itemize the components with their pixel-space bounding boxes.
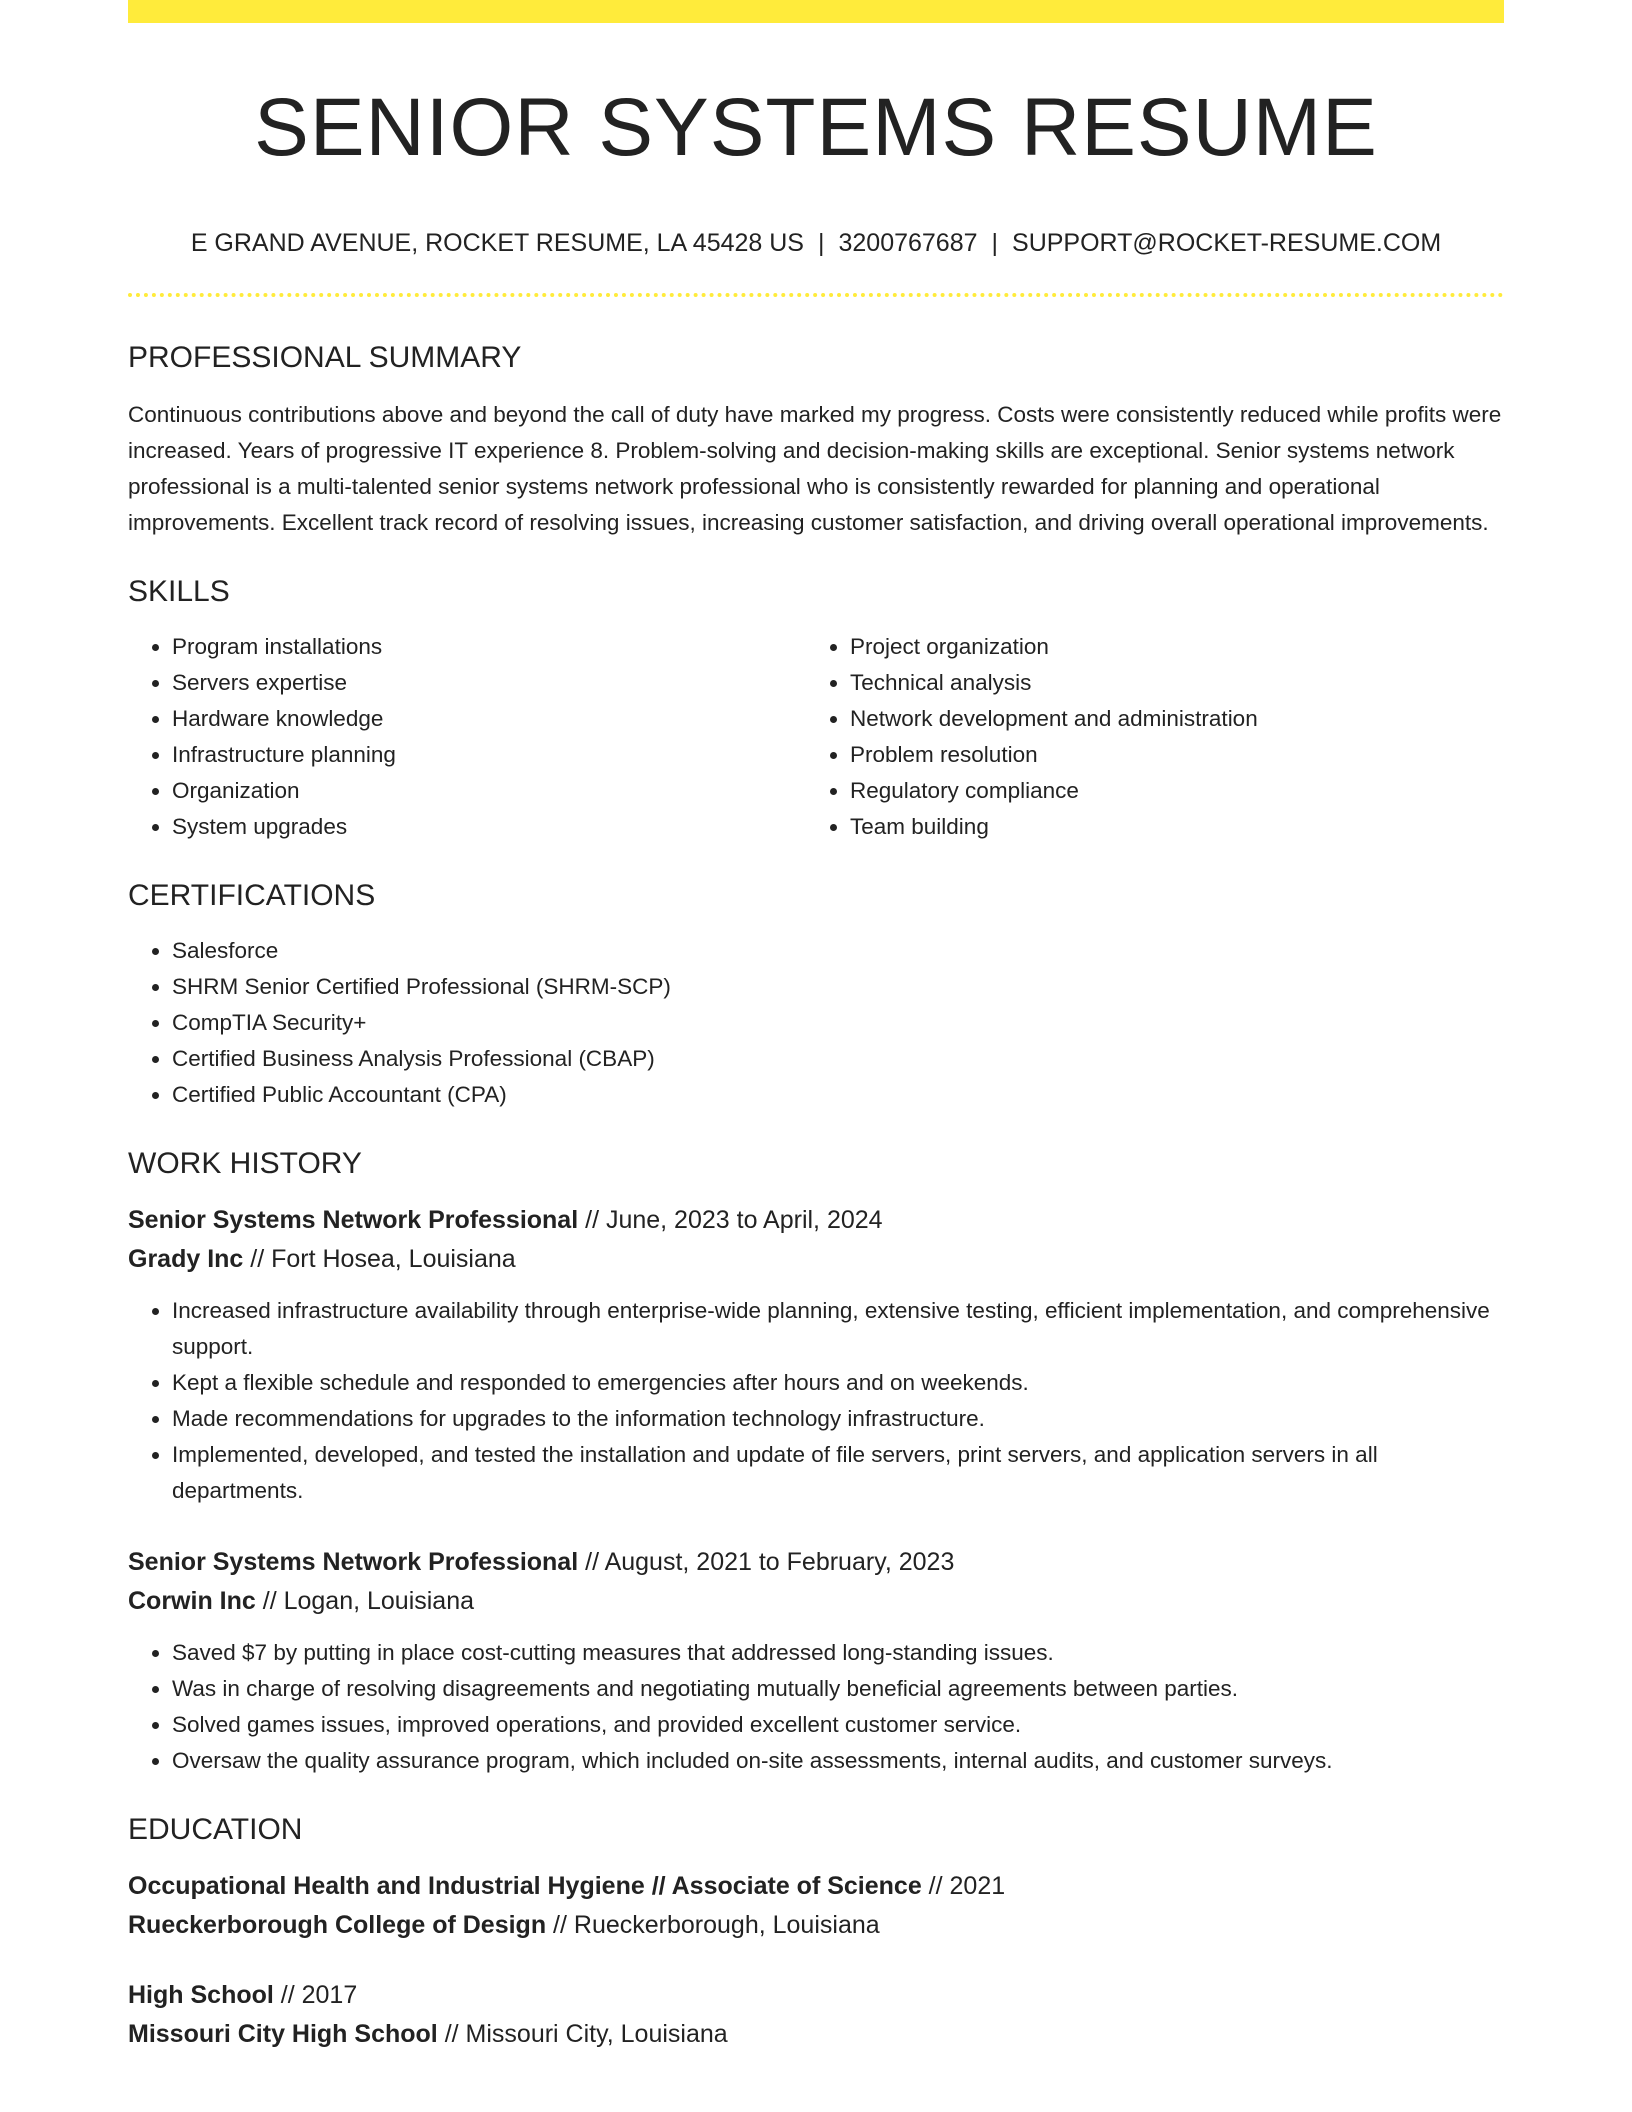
job-dates: // August, 2021 to February, 2023	[578, 1548, 955, 1576]
separator: |	[817, 229, 825, 257]
education-entry	[128, 1867, 1504, 1945]
education-year: // 2021	[921, 1872, 1006, 1900]
job-bullet: • Made recommendations for upgrades to the information technology infrastructure.	[172, 1401, 1504, 1437]
resume-name: SENIOR SYSTEMS RESUME	[254, 82, 1378, 173]
section-title-education: EDUCATION	[128, 1813, 303, 1846]
job-company: Grady Inc	[128, 1245, 244, 1273]
section-title-skills: SKILLS	[128, 575, 230, 608]
education-year: // 2017	[273, 1981, 358, 2009]
job-title-line	[128, 1201, 1504, 1240]
skill-item: • Organization	[172, 773, 806, 809]
job-bullet: • Implemented, developed, and tested the installation and update of file servers, print servers, and application servers in all departments.	[172, 1437, 1504, 1509]
section-title-work-history: WORK HISTORY	[128, 1147, 362, 1180]
skills-column-right	[806, 629, 1484, 845]
skill-item: • Program installations	[172, 629, 806, 665]
top-accent-bar	[128, 0, 1504, 23]
education-degree: High School	[128, 1981, 274, 2009]
education-entry	[128, 1976, 1504, 2054]
skill-item: • Servers expertise	[172, 665, 806, 701]
summary-text: Continuous contributions above and beyond the call of duty have marked my progress. Costs were consistently reduced while profits were increased. Years of progressive IT experience 8. Problem-solving and decision-making skills are exceptional. Senior systems network professional is a multi-talented senior systems network professional who is consistently rewarded for planning and operational improvements. Excellent track record of resolving issues, increasing customer satisfaction, and driving overall operational improvements.	[128, 402, 1502, 535]
job-entry	[128, 1543, 1504, 1779]
education-school-line	[128, 2015, 1504, 2054]
job-bullet: • Was in charge of resolving disagreements and negotiating mutually beneficial agreements between parties.	[172, 1671, 1504, 1707]
job-entry	[128, 1201, 1504, 1509]
skill-item: • Problem resolution	[850, 737, 1484, 773]
education-school: Rueckerborough College of Design	[128, 1911, 547, 1939]
job-title-line	[128, 1543, 1504, 1582]
certification-item: • CompTIA Security+	[172, 1005, 1504, 1041]
job-position: Senior Systems Network Professional	[128, 1206, 579, 1234]
email: SUPPORT@ROCKET-RESUME.COM	[1012, 229, 1442, 257]
phone: 3200767687	[838, 229, 978, 257]
job-company-line	[128, 1240, 1504, 1279]
job-bullet: • Solved games issues, improved operations, and provided excellent customer service.	[172, 1707, 1504, 1743]
job-dates: // June, 2023 to April, 2024	[578, 1206, 883, 1234]
job-company-line	[128, 1582, 1504, 1621]
job-position: Senior Systems Network Professional	[128, 1548, 579, 1576]
skill-item: • Project organization	[850, 629, 1484, 665]
separator: |	[991, 229, 999, 257]
skill-item: • System upgrades	[172, 809, 806, 845]
job-bullet: • Kept a flexible schedule and responded to emergencies after hours and on weekends.	[172, 1365, 1504, 1401]
job-company: Corwin Inc	[128, 1587, 256, 1615]
certification-item: • Certified Public Accountant (CPA)	[172, 1077, 1504, 1113]
education-degree-line	[128, 1867, 1504, 1906]
job-location: // Logan, Louisiana	[255, 1587, 475, 1615]
education-location: // Rueckerborough, Louisiana	[546, 1911, 880, 1939]
resume-page	[128, 0, 1504, 2054]
skill-item: • Technical analysis	[850, 665, 1484, 701]
address: E GRAND AVENUE, ROCKET RESUME, LA 45428 US	[190, 229, 804, 257]
skill-item: • Hardware knowledge	[172, 701, 806, 737]
certification-item: • Salesforce	[172, 933, 1504, 969]
job-bullets	[128, 1293, 1504, 1509]
education-degree-line	[128, 1976, 1504, 2015]
education-school: Missouri City High School	[128, 2020, 438, 2048]
skill-item: • Regulatory compliance	[850, 773, 1484, 809]
education-degree: Occupational Health and Industrial Hygiene // Associate of Science	[128, 1872, 922, 1900]
job-location: // Fort Hosea, Louisiana	[243, 1245, 516, 1273]
skills-column-left	[128, 629, 806, 845]
skill-item: • Network development and administration	[850, 701, 1484, 737]
section-title-certifications: CERTIFICATIONS	[128, 879, 376, 912]
education-school-line	[128, 1906, 1504, 1945]
dotted-divider	[128, 293, 1504, 297]
certification-item: • SHRM Senior Certified Professional (SHRM-SCP)	[172, 969, 1504, 1005]
certifications-list	[128, 933, 1504, 1113]
education-location: // Missouri City, Louisiana	[437, 2020, 728, 2048]
section-title-summary: PROFESSIONAL SUMMARY	[128, 341, 522, 374]
skill-item: • Team building	[850, 809, 1484, 845]
job-bullet: • Increased infrastructure availability through enterprise-wide planning, extensive testing, efficient implementation, and comprehensive support.	[172, 1293, 1504, 1365]
job-bullet: • Saved $7 by putting in place cost-cutting measures that addressed long-standing issues.	[172, 1635, 1504, 1671]
job-bullets	[128, 1635, 1504, 1779]
certification-item: • Certified Business Analysis Professional (CBAP)	[172, 1041, 1504, 1077]
skills-list	[128, 629, 1504, 845]
job-bullet: • Oversaw the quality assurance program, which included on-site assessments, internal audits, and customer surveys.	[172, 1743, 1504, 1779]
skill-item: • Infrastructure planning	[172, 737, 806, 773]
contact-line	[128, 231, 1504, 256]
